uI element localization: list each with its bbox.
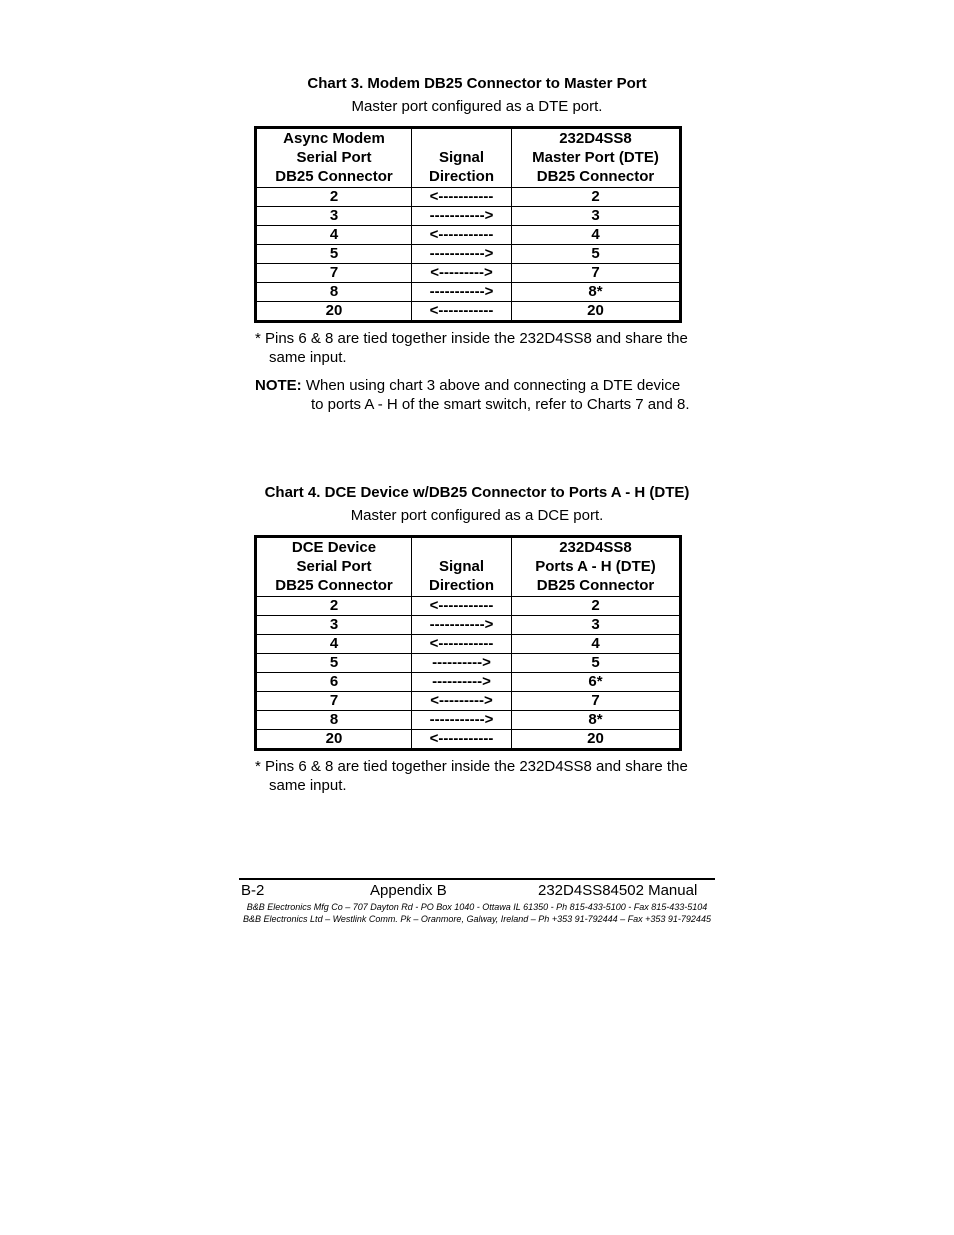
footer-rule <box>239 878 715 880</box>
pin-cell: 20 <box>512 730 681 750</box>
header-cell-target: 232D4SS8 Ports A - H (DTE) DB25 Connector <box>512 537 681 597</box>
table-row <box>256 283 681 302</box>
direction-cell: -----------> <box>412 616 512 635</box>
header-cell-direction: Signal Direction <box>412 537 512 597</box>
pin-cell: 3 <box>512 207 681 226</box>
pin-cell: 4 <box>256 635 412 654</box>
table-row <box>256 597 681 616</box>
table-row <box>256 673 681 692</box>
table-row <box>256 207 681 226</box>
pin-cell: 8 <box>256 711 412 730</box>
pin-cell: 5 <box>512 245 681 264</box>
chart3-footnote: * Pins 6 & 8 are tied together inside the 232D4SS8 and share the same input. <box>255 330 688 366</box>
footer-address-ireland: B&B Electronics Ltd – Westlink Comm. Pk – Oranmore, Galway, Ireland – Ph +353 91-792444 – Fax +353 91-792445 <box>243 914 711 924</box>
direction-cell: <----------- <box>412 635 512 654</box>
table-row <box>256 264 681 283</box>
direction-cell: -----------> <box>412 283 512 302</box>
table-row <box>256 692 681 711</box>
pin-cell: 7 <box>256 264 412 283</box>
direction-cell: <---------> <box>412 692 512 711</box>
pin-cell: 20 <box>256 302 412 322</box>
direction-cell: <----------- <box>412 188 512 207</box>
pin-cell: 6* <box>512 673 681 692</box>
table-row <box>256 616 681 635</box>
pin-cell: 5 <box>512 654 681 673</box>
table-header-row <box>256 537 681 597</box>
table-header-row <box>256 128 681 188</box>
footer-address-us: B&B Electronics Mfg Co – 707 Dayton Rd - PO Box 1040 - Ottawa IL 61350 - Ph 815-433-5100 - Fax 815-433-5104 <box>246 902 708 912</box>
direction-cell: <----------- <box>412 730 512 750</box>
direction-cell: ----------> <box>412 673 512 692</box>
footer-manual-title: 232D4SS84502 Manual <box>538 882 698 899</box>
table-row <box>256 730 681 750</box>
pin-cell: 2 <box>256 597 412 616</box>
chart4-table <box>254 535 682 751</box>
pin-cell: 7 <box>512 692 681 711</box>
pin-cell: 3 <box>256 616 412 635</box>
chart3-title: Chart 3. Modem DB25 Connector to Master Port <box>307 75 647 92</box>
pin-cell: 3 <box>512 616 681 635</box>
direction-cell: ----------> <box>412 654 512 673</box>
table-row <box>256 245 681 264</box>
pin-cell: 3 <box>256 207 412 226</box>
header-cell-source: Async Modem Serial Port DB25 Connector <box>256 128 412 188</box>
pin-cell: 7 <box>256 692 412 711</box>
pin-cell: 4 <box>256 226 412 245</box>
pin-cell: 5 <box>256 654 412 673</box>
page-number: B-2 <box>241 882 265 899</box>
table-row <box>256 711 681 730</box>
pin-cell: 2 <box>256 188 412 207</box>
table-row <box>256 302 681 322</box>
pin-cell: 7 <box>512 264 681 283</box>
pin-cell: 8* <box>512 711 681 730</box>
direction-cell: -----------> <box>412 245 512 264</box>
pin-cell: 2 <box>512 188 681 207</box>
table-row <box>256 635 681 654</box>
pin-cell: 5 <box>256 245 412 264</box>
pin-cell: 20 <box>256 730 412 750</box>
pin-cell: 4 <box>512 635 681 654</box>
chart4-title: Chart 4. DCE Device w/DB25 Connector to Ports A - H (DTE) <box>264 484 690 501</box>
note-label: NOTE: <box>255 377 302 394</box>
pin-cell: 2 <box>512 597 681 616</box>
direction-cell: <---------> <box>412 264 512 283</box>
header-cell-direction: Signal Direction <box>412 128 512 188</box>
header-cell-target: 232D4SS8 Master Port (DTE) DB25 Connector <box>512 128 681 188</box>
pin-cell: 20 <box>512 302 681 322</box>
pin-cell: 4 <box>512 226 681 245</box>
header-cell-source: DCE Device Serial Port DB25 Connector <box>256 537 412 597</box>
chart3-table <box>254 126 682 323</box>
pin-cell: 8* <box>512 283 681 302</box>
table-row <box>256 654 681 673</box>
pin-cell: 8 <box>256 283 412 302</box>
table-row <box>256 226 681 245</box>
direction-cell: <----------- <box>412 302 512 322</box>
direction-cell: -----------> <box>412 207 512 226</box>
chart3-note: NOTE: When using chart 3 above and connecting a DTE device to ports A - H of the smart switch, refer to Charts 7 and 8. <box>255 377 690 413</box>
chart4-subtitle: Master port configured as a DCE port. <box>350 507 604 524</box>
direction-cell: <----------- <box>412 226 512 245</box>
footer-section: Appendix B <box>370 882 447 899</box>
direction-cell: -----------> <box>412 711 512 730</box>
chart3-subtitle: Master port configured as a DTE port. <box>351 98 603 115</box>
chart4-footnote: * Pins 6 & 8 are tied together inside the 232D4SS8 and share the same input. <box>255 758 688 794</box>
pin-cell: 6 <box>256 673 412 692</box>
direction-cell: <----------- <box>412 597 512 616</box>
table-row <box>256 188 681 207</box>
